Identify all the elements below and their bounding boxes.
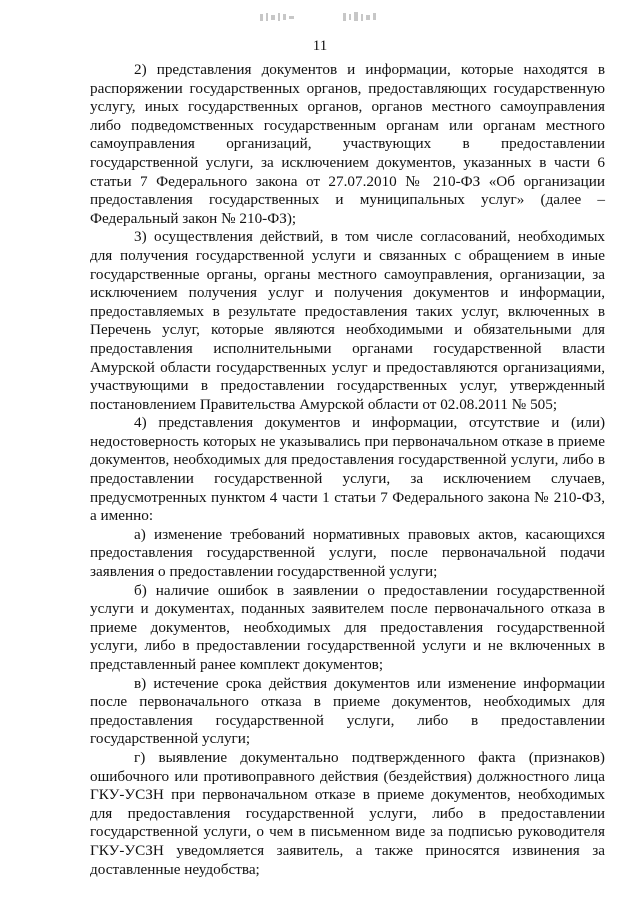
paragraph-item-3: 3) осуществления действий, в том числе согласований, необходимых для получения государственной услуги и связанных с обращением в иные государственные органы, органы местного самоуправления, организации, за исключением получения услуг и получения документов и информации, предоставляемых в результате предоставления таких услуг, включенных в Перечень услуг, которые являются необходимыми и обязательными для предоставления исполнительными органами государственной власти Амурской области государственных услуг и предоставляются организациями, участвующими в предоставлении государственных услуг, утвержденный постановлением Правительства Амурской области от 02.08.2011 № 505;	[90, 228, 605, 413]
faint-stamp-mark	[258, 8, 388, 26]
document-body	[90, 61, 605, 879]
page-number: 11	[312, 38, 328, 54]
paragraph-item-4: 4) представления документов и информации, отсутствие и (или) недостоверность которых не указывались при первоначальном отказе в приеме документов, необходимых для предоставления государственной услуги, либо в предоставлении государственной услуги, за исключением случаев, предусмотренных пунктом 4 части 1 статьи 7 Федерального закона № 210-ФЗ, а именно:	[90, 414, 605, 525]
paragraph-subitem-v: в) истечение срока действия документов или изменение информации после первоначального отказа в приеме документов, необходимых для предоставления государственной услуги, либо в предоставлении государственной услуги;	[90, 674, 605, 748]
paragraph-subitem-g: г) выявление документально подтвержденного факта (признаков) ошибочного или противоправного действия (бездействия) должностного лица ГКУ-УСЗН при первоначальном отказе в приеме документов, необходимых для предоставления государственной услуги, либо в предоставлении государственной услуги, о чем в письменном виде за подписью руководителя ГКУ-УСЗН уведомляется заявитель, а также приносятся извинения за доставленные неудобства;	[90, 748, 605, 878]
paragraph-subitem-b: б) наличие ошибок в заявлении о предоставлении государственной услуги и документах, поданных заявителем после первоначального отказа в приеме документов, необходимых для предоставления государственной услуги, либо в предоставлении государственной услуги и не включенных в представленный ранее комплект документов;	[90, 581, 605, 673]
paragraph-item-2: 2) представления документов и информации, которые находятся в распоряжении государственных органов, предоставляющих государственную услугу, иных государственных органов, органов местного самоуправления либо подведомственных государственным органам или органам местного самоуправления организаций, участвующих в предоставлении государственной услуги, за исключением документов, указанных в части 6 статьи 7 Федерального закона от 27.07.2010 № 210-ФЗ «Об организации предоставления государственных и муниципальных услуг» (далее – Федеральный закон № 210-ФЗ);	[90, 61, 605, 227]
paragraph-subitem-a: а) изменение требований нормативных правовых актов, касающихся предоставления государственной услуги, после первоначальной подачи заявления о предоставлении государственной услуги;	[90, 525, 605, 581]
